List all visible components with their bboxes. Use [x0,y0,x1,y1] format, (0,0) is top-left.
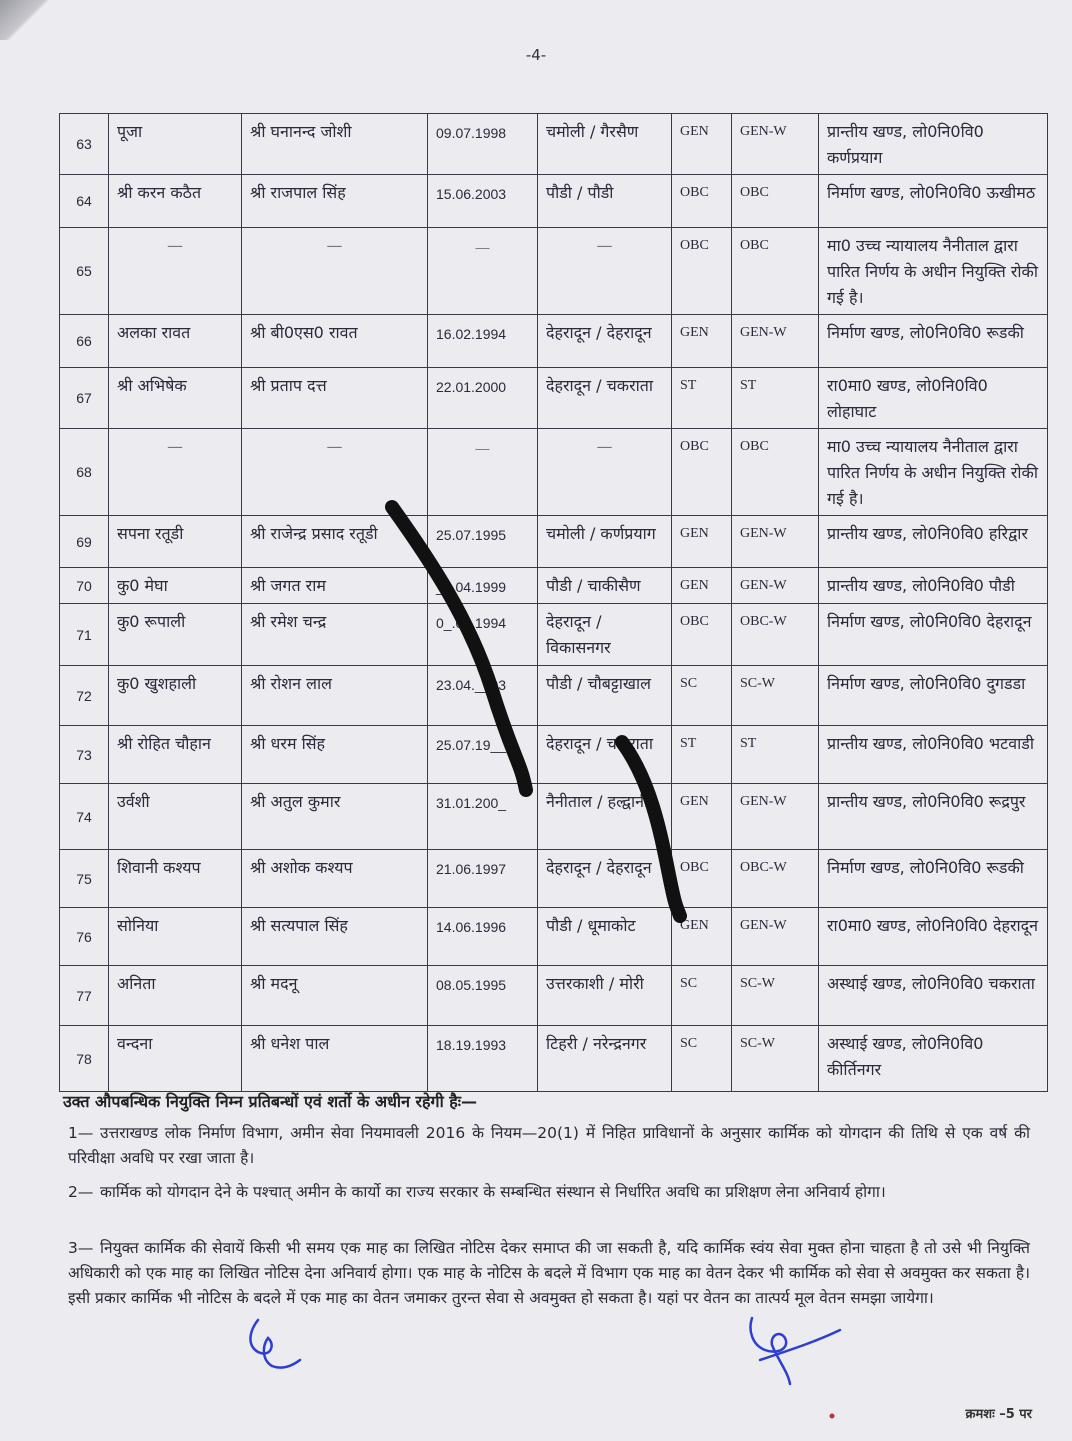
category-w: SC-W [732,1026,819,1092]
conditions-heading: उक्त औपबन्धिक नियुक्ति निम्न प्रतिबन्धों एवं शर्तो के अधीन रहेगी हैः— [63,1092,478,1111]
category-w: GEN-W [732,568,819,604]
father-name: श्री प्रताप दत्त [242,368,428,429]
date-of-birth: 09.07.1998 [428,114,538,175]
serial-number: 73 [60,726,109,784]
category-w: ST [732,368,819,429]
district: देहरादून / चकराता [538,368,672,429]
serial-number: 72 [60,666,109,726]
category-w: OBC [732,429,819,516]
posting-office: मा0 उच्च न्यायालय नैनीताल द्वारा पारित निर्णय के अधीन नियुक्ति रोकी गई है। [819,228,1048,315]
date-of-birth: 25.07.1995 [428,516,538,568]
category: OBC [672,604,732,666]
district: देहरादून / विकासनगर [538,604,672,666]
serial-number: 69 [60,516,109,568]
category-w: OBC-W [732,604,819,666]
date-of-birth: 22.01.2000 [428,368,538,429]
serial-number: 68 [60,429,109,516]
category: ST [672,726,732,784]
posting-office: प्रान्तीय खण्ड, लो0नि0वि0 रूद्रपुर [819,784,1048,850]
posting-office: मा0 उच्च न्यायालय नैनीताल द्वारा पारित निर्णय के अधीन नियुक्ति रोकी गई है। [819,429,1048,516]
date-of-birth: 14.06.1996 [428,908,538,966]
candidate-name: सोनिया [109,908,242,966]
date-of-birth: 18.19.1993 [428,1026,538,1092]
redaction-stroke-right [622,742,680,916]
district: पौडी / धूमाकोट [538,908,672,966]
category: OBC [672,429,732,516]
category-w: SC-W [732,666,819,726]
district: पौडी / चाकीसैण [538,568,672,604]
category-w: GEN-W [732,114,819,175]
category-w: OBC [732,228,819,315]
category: ST [672,368,732,429]
posting-office: निर्माण खण्ड, लो0नि0वि0 ऊखीमठ [819,175,1048,228]
date-of-birth: _4.04.1999 [428,568,538,604]
date-of-birth: — [428,228,538,315]
district: नैनीताल / हल्द्वानी [538,784,672,850]
redaction-stroke-left [392,507,526,790]
father-name: श्री घनानन्द जोशी [242,114,428,175]
father-name: श्री अशोक कश्यप [242,850,428,908]
category-w: ST [732,726,819,784]
category-w: GEN-W [732,784,819,850]
father-name: श्री मदनू [242,966,428,1026]
date-of-birth: 15.06.2003 [428,175,538,228]
date-of-birth: — [428,429,538,516]
father-name: श्री सत्यपाल सिंह [242,908,428,966]
father-name: श्री धनेश पाल [242,1026,428,1092]
posting-office: निर्माण खण्ड, लो0नि0वि0 रूडकी [819,850,1048,908]
posting-office: निर्माण खण्ड, लो0नि0वि0 दुगडडा [819,666,1048,726]
candidate-name: अलका रावत [109,315,242,368]
date-of-birth: 23.04.__03 [428,666,538,726]
father-name: — [242,228,428,315]
category: GEN [672,315,732,368]
district: उत्तरकाशी / मोरी [538,966,672,1026]
district: देहरादून / देहरादून [538,850,672,908]
serial-number: 67 [60,368,109,429]
category: GEN [672,784,732,850]
candidate-name: उर्वशी [109,784,242,850]
condition-number: 1— [68,1124,94,1142]
date-of-birth: 16.02.1994 [428,315,538,368]
condition-number: 2— [68,1183,94,1201]
candidate-name: श्री करन कठैत [109,175,242,228]
district: चमोली / गैरसैण [538,114,672,175]
condition-text: कार्मिक को योगदान देने के पश्चात् अमीन के कार्यो का राज्य सरकार के सम्बन्धित संस्थान से निर्धारित अवधि का प्रशिक्षण लेना अनिवार्य होगा। [100,1183,886,1201]
posting-office: अस्थाई खण्ड, लो0नि0वि0 कीर्तिनगर [819,1026,1048,1092]
category-w: OBC-W [732,850,819,908]
posting-office: प्रान्तीय खण्ड, लो0नि0वि0 कर्णप्रयाग [819,114,1048,175]
candidate-name: कु0 रूपाली [109,604,242,666]
father-name: श्री रोशन लाल [242,666,428,726]
serial-number: 75 [60,850,109,908]
serial-number: 78 [60,1026,109,1092]
posting-office: अस्थाई खण्ड, लो0नि0वि0 चकराता [819,966,1048,1026]
candidate-name: अनिता [109,966,242,1026]
category: OBC [672,175,732,228]
candidate-name: श्री अभिषेक [109,368,242,429]
category-w: GEN-W [732,315,819,368]
posting-office: प्रान्तीय खण्ड, लो0नि0वि0 हरिद्वार [819,516,1048,568]
father-name: श्री जगत राम [242,568,428,604]
candidate-name: सपना रतूडी [109,516,242,568]
category: GEN [672,568,732,604]
condition-text: उत्तराखण्ड लोक निर्माण विभाग, अमीन सेवा नियमावली 2016 के नियम—20(1) में निहित प्राविधानों के अनुसार कार्मिक को योगदान की तिथि से एक वर्ष की परिवीक्षा अवधि पर रखा जाता है। [68,1124,1030,1167]
district: देहरादून / चकराता [538,726,672,784]
page-number: -4- [525,46,547,64]
date-of-birth: 0_.07.1994 [428,604,538,666]
serial-number: 65 [60,228,109,315]
date-of-birth: 31.01.200_ [428,784,538,850]
category-w: GEN-W [732,908,819,966]
category-w: SC-W [732,966,819,1026]
date-of-birth: 08.05.1995 [428,966,538,1026]
red-ink-dot [830,1414,835,1419]
posting-office: रा0मा0 खण्ड, लो0नि0वि0 देहरादून [819,908,1048,966]
category: SC [672,666,732,726]
category: GEN [672,114,732,175]
serial-number: 63 [60,114,109,175]
district: — [538,228,672,315]
candidate-name: — [109,228,242,315]
posting-office: रा0मा0 खण्ड, लो0नि0वि0 लोहाघाट [819,368,1048,429]
serial-number: 70 [60,568,109,604]
father-name: श्री राजपाल सिंह [242,175,428,228]
category-w: OBC [732,175,819,228]
candidate-name: वन्दना [109,1026,242,1092]
serial-number: 74 [60,784,109,850]
condition-text: नियुक्त कार्मिक की सेवायें किसी भी समय एक माह का लिखित नोटिस देकर समाप्त की जा सकती है, यदि कार्मिक स्वंय सेवा मुक्त होना चाहता है तो उसे भी नियुक्ति अधिकारी को एक माह का लिखित नोटिस देना अनिवार्य होगा। एक माह के नोटिस के बदले में विभाग एक माह का वेतन देकर भी कार्मिक को सेवा से अवमुक्त कर सकता है। इसी प्रकार कार्मिक भी नोटिस के बदले में एक माह का वेतन जमाकर तुरन्त सेवा से अवमुक्त हो सकता है। यहां पर वेतन का तात्पर्य मूल वेतन समझा जायेगा। [68,1239,1030,1307]
district: देहरादून / देहरादून [538,315,672,368]
district: चमोली / कर्णप्रयाग [538,516,672,568]
candidate-name: पूजा [109,114,242,175]
posting-office: निर्माण खण्ड, लो0नि0वि0 रूडकी [819,315,1048,368]
posting-office: निर्माण खण्ड, लो0नि0वि0 देहरादून [819,604,1048,666]
category-w: GEN-W [732,516,819,568]
category: GEN [672,516,732,568]
father-name: श्री अतुल कुमार [242,784,428,850]
candidate-name: श्री रोहित चौहान [109,726,242,784]
candidate-name: शिवानी कश्यप [109,850,242,908]
district: — [538,429,672,516]
signature-right [751,1318,840,1384]
serial-number: 71 [60,604,109,666]
father-name: श्री बी0एस0 रावत [242,315,428,368]
district: पौडी / पौडी [538,175,672,228]
candidate-name: कु0 खुशहाली [109,666,242,726]
category: SC [672,1026,732,1092]
category: OBC [672,850,732,908]
district: पौडी / चौबट्टाखाल [538,666,672,726]
posting-office: प्रान्तीय खण्ड, लो0नि0वि0 भटवाडी [819,726,1048,784]
category: SC [672,966,732,1026]
district: टिहरी / नरेन्द्रनगर [538,1026,672,1092]
category: GEN [672,908,732,966]
father-name: — [242,429,428,516]
candidate-name: कु0 मेघा [109,568,242,604]
serial-number: 77 [60,966,109,1026]
signature-left [250,1320,300,1368]
serial-number: 66 [60,315,109,368]
father-name: श्री राजेन्द्र प्रसाद रतूडी [242,516,428,568]
father-name: श्री रमेश चन्द्र [242,604,428,666]
condition-number: 3— [68,1239,94,1257]
date-of-birth: 21.06.1997 [428,850,538,908]
candidate-name: — [109,429,242,516]
category: OBC [672,228,732,315]
posting-office: प्रान्तीय खण्ड, लो0नि0वि0 पौडी [819,568,1048,604]
continued-note: क्रमशः –5 पर [965,1407,1032,1422]
serial-number: 76 [60,908,109,966]
date-of-birth: 25.07.19__ [428,726,538,784]
father-name: श्री धरम सिंह [242,726,428,784]
serial-number: 64 [60,175,109,228]
